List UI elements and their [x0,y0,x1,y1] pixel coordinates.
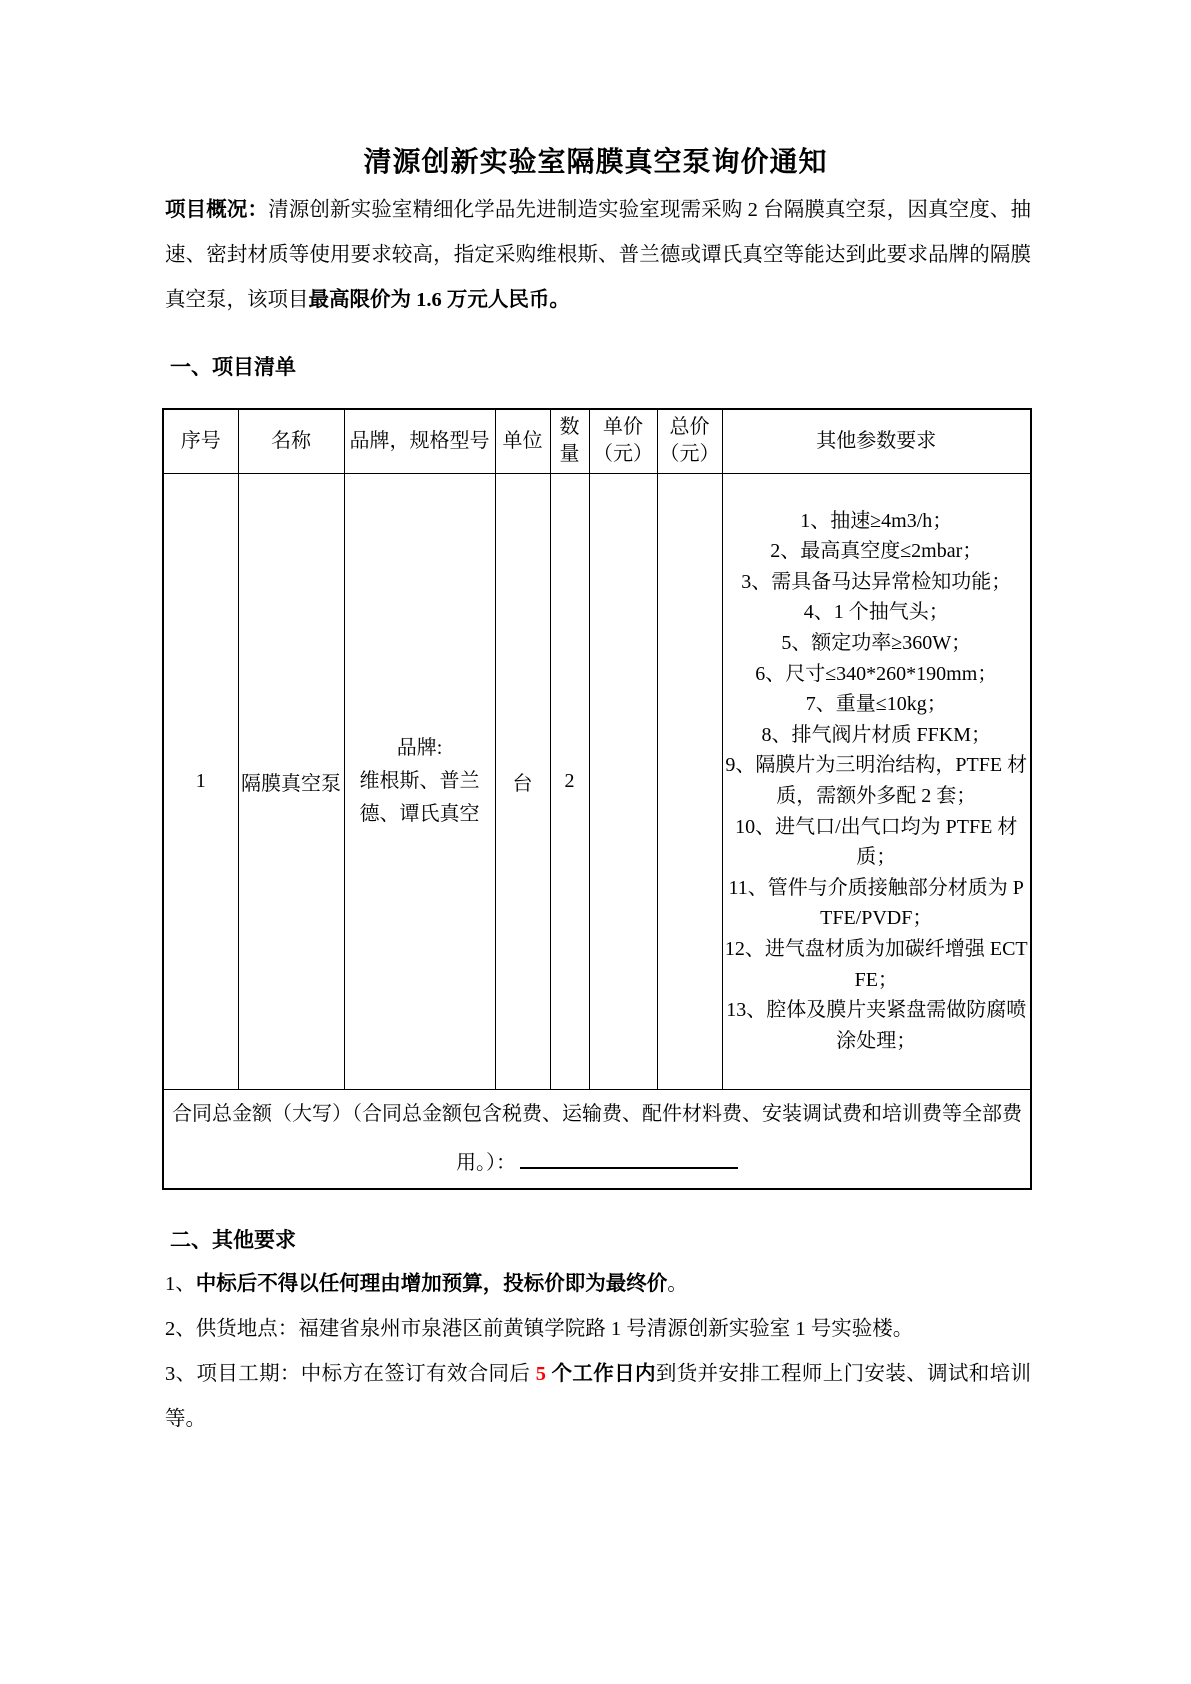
requirement-item: 3、需具备马达异常检知功能； [741,570,1012,593]
other-item-3 [165,1352,1031,1442]
cell-total-price [657,473,722,1089]
table-header-cell: 名称 [238,409,344,473]
table-header-cell: 单价（元） [589,409,657,473]
requirement-item: 10、进气口/出气口均为 PTFE 材质； [735,815,1018,869]
item3-days-highlight: 5 [535,1363,547,1385]
requirement-item: 13、腔体及膜片夹紧盘需做防腐喷涂处理； [726,999,1027,1052]
brand-label: 品牌: [396,736,443,759]
table-header-cell: 总价（元） [657,409,722,473]
cell-unit: 台 [495,473,550,1089]
requirement-item: 8、排气阀片材质 FFKM； [761,723,991,746]
cell-name: 隔膜真空泵 [238,473,344,1089]
other-item-1 [165,1262,1031,1307]
item3-suffix: 到货并安排工程师上门安装、调试和培训等。 [165,1363,1032,1430]
cell-index: 1 [163,473,238,1089]
overview-body: 清源创新实验室精细化学品先进制造实验室现需采购 2 台隔膜真空泵，因真空度、抽速、密封材质等使用要求较高，指定采购维根斯、普兰德或谭氏真空等能达到此要求品牌的隔膜真空泵，该项目 [165,199,1032,311]
cell-quantity: 2 [550,473,589,1089]
amount-fill-in-blank [520,1150,738,1169]
other-requirements [165,1262,1031,1442]
table-total-row [163,1089,1031,1189]
item1-number: 1、 [165,1273,196,1295]
table-header-cell: 品牌，规格型号 [344,409,495,473]
requirement-item: 4、1 个抽气头； [803,601,949,624]
requirement-item: 1、抽速≥4m3/h； [800,509,953,532]
item1-bold-text: 中标后不得以任何理由增加预算，投标价即为最终价 [195,1273,668,1295]
requirement-item: 12、进气盘材质为加碳纤增强 ECTFE； [724,937,1028,991]
requirement-item: 2、最高真空度≤2mbar； [770,540,983,563]
requirement-item: 5、额定功率≥360W； [781,632,972,655]
brand-list: 维根斯、普兰德、谭氏真空 [359,769,480,825]
items-table [162,408,1032,1190]
requirement-item: 11、管件与介质接触部分材质为 PTFE/PVDF； [728,876,1024,930]
item3-bold-text: 个工作日内 [546,1363,656,1385]
table-header-cell: 数量 [550,409,589,473]
requirement-item: 7、重量≤10kg； [805,693,947,716]
table-row [163,473,1031,1089]
item3-prefix: 3、项目工期：中标方在签订有效合同后 [165,1363,536,1385]
table-header-row [163,409,1031,473]
table-header-cell: 序号 [163,409,238,473]
cell-brand [344,473,495,1089]
section2-heading: 二、其他要求 [170,1228,296,1252]
overview-label: 项目概况： [165,199,269,221]
overview-paragraph [165,188,1031,323]
table-header-cell: 单位 [495,409,550,473]
contract-total-text: 合同总金额（大写）（合同总金额包含税费、运输费、配件材料费、安装调试费和培训费等全部费用。）： [172,1102,1022,1174]
overview-price-limit: 最高限价为 1.6 万元人民币。 [308,289,570,311]
cell-unit-price [589,473,657,1089]
requirements-list [723,506,1031,1057]
other-item-2: 2、供货地点：福建省泉州市泉港区前黄镇学院路 1 号清源创新实验室 1 号实验楼。 [165,1318,914,1340]
document-title: 清源创新实验室隔膜真空泵询价通知 [363,147,828,178]
item1-period: 。 [667,1273,688,1295]
section1-heading: 一、项目清单 [170,355,296,379]
cell-requirements [722,473,1031,1089]
cell-contract-total [163,1089,1031,1189]
requirement-item: 9、隔膜片为三明治结构，PTFE 材质，需额外多配 2 套； [725,754,1028,807]
table-header-cell: 其他参数要求 [722,409,1031,473]
requirement-item: 6、尺寸≤340*260*190mm； [755,662,998,685]
